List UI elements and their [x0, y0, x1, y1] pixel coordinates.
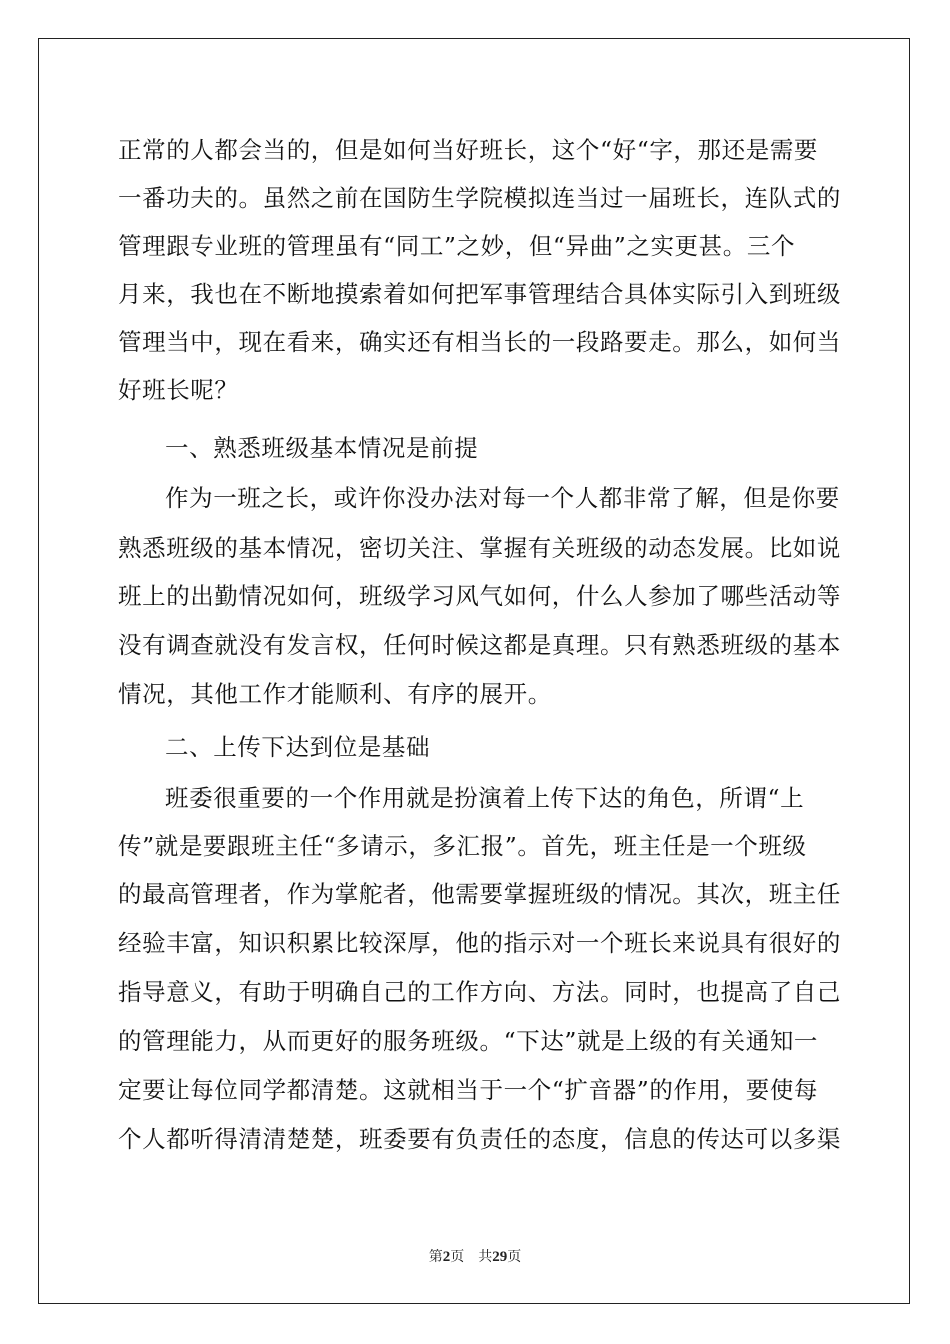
footer-prefix: 第 — [428, 1249, 443, 1265]
text-line: 管理当中，现在看来，确实还有相当长的一段路要走。那么，如何当 — [118, 328, 841, 356]
text-line: 班上的出勤情况如何，班级学习风气如何，什么人参加了哪些活动等 — [118, 582, 841, 610]
text-line: 的最高管理者，作为掌舵者，他需要掌握班级的情况。其次，班主任 — [118, 880, 841, 908]
text-line: 没有调查就没有发言权，任何时候这都是真理。只有熟悉班级的基本 — [118, 631, 841, 659]
footer-page-unit: 页 — [450, 1249, 465, 1265]
text-line: 指导意义，有助于明确自己的工作方向、方法。同时，也提高了自己 — [118, 978, 841, 1006]
text-line: 情况，其他工作才能顺利、有序的展开。 — [118, 680, 552, 708]
footer-total-prefix: 共 — [478, 1249, 493, 1265]
page-footer — [0, 1246, 950, 1266]
text-line: 熟悉班级的基本情况，密切关注、掌握有关班级的动态发展。比如说 — [118, 534, 841, 562]
text-line: 的管理能力，从而更好的服务班级。“下达”就是上级的有关通知一 — [118, 1027, 819, 1055]
text-line: 一番功夫的。虽然之前在国防生学院模拟连当过一届班长，连队式的 — [118, 184, 841, 212]
text-line: 经验丰富，知识积累比较深厚，他的指示对一个班长来说具有很好的 — [118, 929, 841, 957]
footer-total-unit: 页 — [507, 1249, 522, 1265]
text-line: 作为一班之长，或许你没办法对每一个人都非常了解，但是你要 — [165, 484, 840, 512]
text-line: 正常的人都会当的，但是如何当好班长，这个“好“字，那还是需要 — [118, 136, 819, 164]
text-line: 管理跟专业班的管理虽有“同工”之妙，但“异曲”之实更甚。三个 — [118, 232, 796, 260]
footer-total-pages: 29 — [492, 1249, 508, 1265]
text-line: 好班长呢？ — [118, 376, 239, 404]
section-heading: 二、上传下达到位是基础 — [165, 733, 431, 761]
section-heading: 一、熟悉班级基本情况是前提 — [165, 434, 479, 462]
text-line: 定要让每位同学都清楚。这就相当于一个“扩音器”的作用，要使每 — [118, 1076, 819, 1104]
text-line: 个人都听得清清楚楚，班委要有负责任的态度，信息的传达可以多渠 — [118, 1125, 841, 1153]
text-line: 班委很重要的一个作用就是扮演着上传下达的角色，所谓“上 — [165, 784, 805, 812]
text-line: 传”就是要跟班主任“多请示，多汇报”。首先，班主任是一个班级 — [118, 832, 807, 860]
text-line: 月来，我也在不断地摸索着如何把军事管理结合具体实际引入到班级 — [118, 280, 841, 308]
footer-page-number: 2 — [442, 1249, 451, 1265]
